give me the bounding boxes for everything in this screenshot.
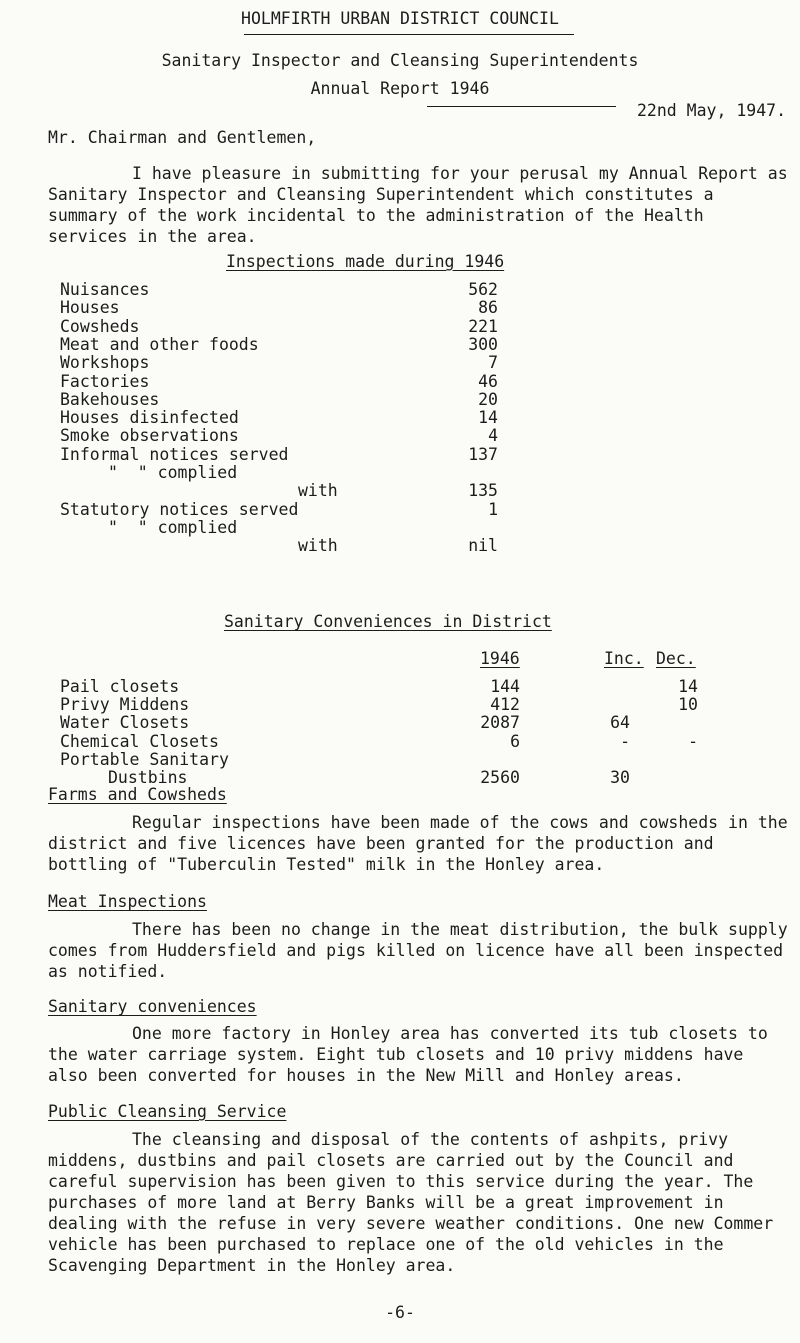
col-year: 1946 [480, 649, 520, 668]
convenience-year-value: 2560 [480, 768, 520, 787]
council-title: HOLMFIRTH URBAN DISTRICT COUNCIL [241, 9, 559, 28]
inspection-value: 221 [468, 316, 498, 336]
inspection-label: Workshops [60, 353, 150, 373]
inspection-label: Houses [60, 298, 120, 318]
inspection-value: 20 [478, 389, 498, 409]
convenience-label: Portable Sanitary [60, 750, 229, 769]
meat-title: Meat Inspections [48, 892, 207, 911]
inspection-label: Cowsheds [60, 316, 140, 336]
convenience-inc-value: 64 [610, 713, 630, 732]
separator-line [427, 106, 616, 107]
sanitary-paragraph: One more factory in Honley area has converted its tub closets to the water carriage system. Eight tub closets and 10 privy middens have also been converted for houses in the New Mill and Honley areas. [48, 1024, 768, 1085]
inspection-value: 135 [468, 481, 498, 501]
inspection-label: Statutory notices served [60, 499, 299, 519]
inspection-label: with [298, 536, 338, 556]
convenience-year-value: 2087 [480, 713, 520, 732]
farms-title: Farms and Cowsheds [48, 785, 227, 804]
convenience-dec-value: 14 [678, 677, 698, 696]
convenience-dec-value: 10 [678, 695, 698, 714]
inspection-value: 7 [488, 353, 498, 373]
inspection-value: 300 [468, 334, 498, 354]
report-year: Annual Report 1946 [310, 79, 490, 98]
inspection-value: 14 [478, 408, 498, 428]
report-subtitle: Sanitary Inspector and Cleansing Superintendents [161, 51, 639, 70]
convenience-year-value: 144 [490, 677, 520, 696]
inspection-label: Bakehouses [60, 389, 160, 409]
inspection-label: " " complied [108, 517, 238, 537]
convenience-label: Privy Middens [60, 695, 190, 714]
col-dec: Dec. [656, 649, 696, 668]
inspection-label: with [298, 481, 338, 501]
inspections-title: Inspections made during 1946 [226, 252, 505, 271]
inspection-value: 4 [488, 426, 498, 446]
farms-paragraph: Regular inspections have been made of the cows and cowsheds in the district and five licences have been granted for the production and bottling of "Tuberculin Tested" milk in the Honley area. [48, 813, 788, 874]
inspection-label: Houses disinfected [60, 408, 239, 428]
convenience-label: Dustbins [108, 768, 188, 787]
inspection-value: 562 [468, 280, 498, 299]
inspection-label: Meat and other foods [60, 334, 259, 354]
meat-paragraph: There has been no change in the meat distribution, the bulk supply comes from Huddersfield and pigs killed on licence have all been inspected as notified. [48, 920, 788, 981]
convenience-inc-value: - [620, 732, 630, 751]
inspection-label: Smoke observations [60, 426, 239, 446]
inspection-label: " " complied [108, 463, 238, 482]
inspection-label: Factories [60, 371, 150, 391]
intro-paragraph: I have pleasure in submitting for your perusal my Annual Report as Sanitary Inspector and Cleansing Superintendent which constitutes a summary of the work incidental to the administration of the Health services in the area. [48, 164, 788, 246]
salutation: Mr. Chairman and Gentlemen, [48, 128, 317, 147]
cleansing-title: Public Cleansing Service [48, 1102, 287, 1121]
sanitary-title: Sanitary conveniences [48, 997, 257, 1016]
convenience-dec-value: - [688, 732, 698, 751]
inspection-label: Informal notices served [60, 444, 289, 464]
convenience-inc-value: 30 [610, 768, 630, 787]
convenience-label: Pail closets [60, 677, 180, 696]
inspection-value: 86 [478, 298, 498, 318]
conveniences-title: Sanitary Conveniences in District [224, 612, 552, 631]
page-number: -6- [385, 1303, 415, 1322]
col-inc: Inc. [604, 649, 644, 668]
cleansing-paragraph: The cleansing and disposal of the contents of ashpits, privy middens, dustbins and pail closets are carried out by the Council and careful supervision has been given to this service during the year. The purchases of more land at Berry Banks will be a great improvement in dealing with the refuse in very severe weather conditions. One new Commer vehicle has been purchased to replace one of the old vehicles in the Scavenging Department in the Honley area. [48, 1130, 774, 1275]
inspection-value: nil [468, 536, 498, 556]
convenience-year-value: 412 [490, 695, 520, 714]
convenience-label: Chemical Closets [60, 732, 219, 751]
convenience-label: Water Closets [60, 713, 190, 732]
inspection-value: 46 [478, 371, 498, 391]
title-underline [244, 34, 574, 35]
convenience-year-value: 6 [510, 732, 520, 751]
report-date: 22nd May, 1947. [637, 101, 787, 120]
inspection-value: 1 [488, 499, 498, 519]
inspection-value: 137 [468, 444, 498, 464]
inspection-label: Nuisances [60, 280, 150, 299]
